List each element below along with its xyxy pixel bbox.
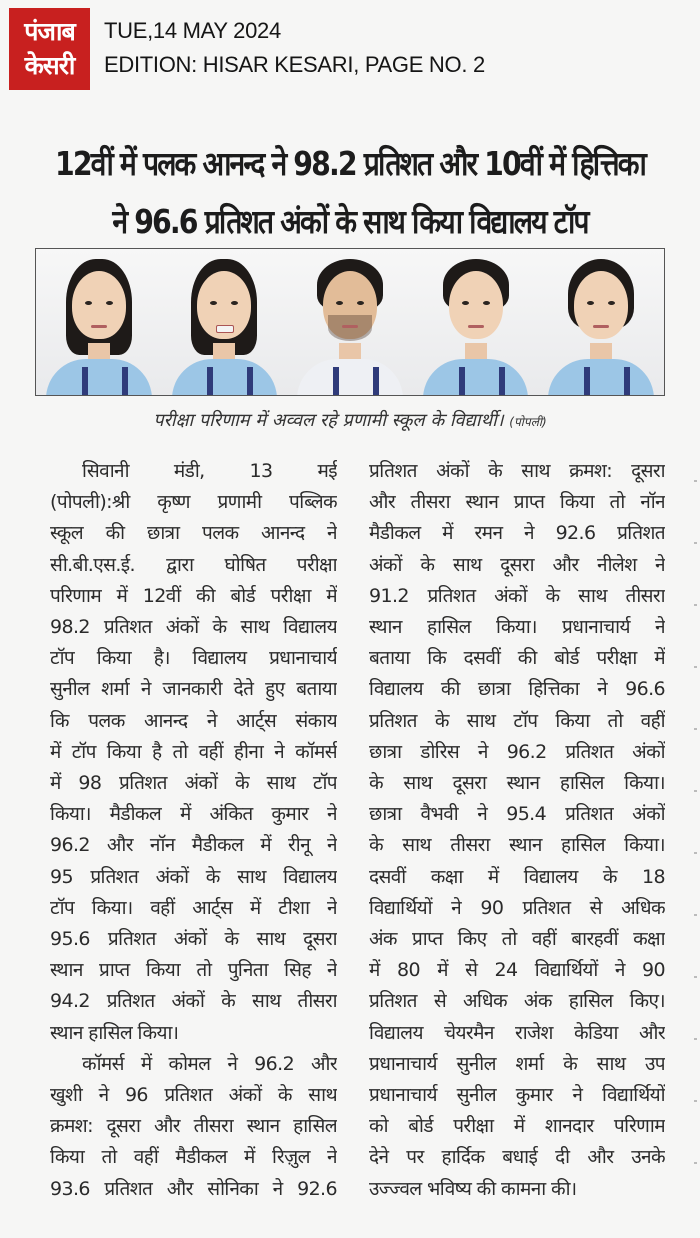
article-line: परिणाम में 12वीं की बोर्ड परीक्षा में xyxy=(50,584,337,607)
article-column-right xyxy=(369,456,665,1205)
newspaper-logo xyxy=(9,8,90,90)
article-line: सिवानी मंडी, 13 मई xyxy=(82,460,337,482)
article-line: स्थान हासिल किया। xyxy=(50,1021,179,1044)
article-line: और तीसरा स्थान प्राप्त किया तो नॉन xyxy=(369,491,665,514)
edition-info: EDITION: HISAR KESARI, PAGE NO. 2 xyxy=(104,52,485,77)
article-line: 95.6 प्रतिशत अंकों के साथ दूसरा xyxy=(50,928,337,951)
article-line: के साथ दूसरा स्थान हासिल किया। xyxy=(369,772,665,795)
article-line: छात्रा डोरिस ने 96.2 प्रतिशत अंकों xyxy=(369,740,665,763)
article-line: विद्यालय चेयरमैन राजेश केडिया और xyxy=(369,1021,665,1044)
article-line: प्रधानाचार्य सुनील कुमार ने विद्यार्थियों xyxy=(369,1084,665,1107)
article-line: प्रतिशत के साथ टॉप किया तो वहीं xyxy=(369,709,665,732)
article-line: को बोर्ड परीक्षा में शानदार परिणाम xyxy=(369,1115,665,1138)
caption-credit: (पोपली) xyxy=(509,415,547,429)
article-line: में 98 प्रतिशत अंकों के साथ टॉप xyxy=(50,772,337,795)
headline-line-1: 12वीं में पलक आनन्द ने 98.2 प्रतिशत और 10वीं में हित्तिका xyxy=(54,144,646,183)
article-line: स्थान प्राप्त किया तो पुनिता सिह ने xyxy=(50,959,337,982)
article-line: छात्रा वैभवी ने 95.4 प्रतिशत अंकों xyxy=(369,803,665,826)
student-photo xyxy=(287,249,413,395)
student-photo xyxy=(162,249,288,395)
article-line: अंकों के साथ दूसरा और नीलेश ने xyxy=(369,553,665,576)
student-photo xyxy=(538,249,664,395)
article-line: विद्यार्थियों ने 90 प्रतिशत से अधिक xyxy=(369,896,665,919)
article-line: के साथ तीसरा स्थान हासिल किया। xyxy=(369,834,665,857)
student-photo xyxy=(36,249,162,395)
article-line: 93.6 प्रतिशत और सोनिका ने 92.6 xyxy=(50,1177,337,1200)
article-line: प्रतिशत से अधिक अंक हासिल किए। xyxy=(369,990,665,1013)
article-line: स्थान हासिल किया। प्रधानाचार्य ने xyxy=(369,616,665,639)
article-line: सी.बी.एस.ई. द्वारा घोषित परीक्षा xyxy=(50,553,337,576)
article-line: (पोपली):श्री कृष्ण प्रणामी पब्लिक xyxy=(50,491,337,514)
article-line: कि पलक आनन्द ने आर्ट्स संकाय xyxy=(50,709,337,732)
logo-line-1: पंजाब xyxy=(24,17,75,46)
article-line: मैडीकल में रमन ने 92.6 प्रतिशत xyxy=(369,522,665,545)
article-line: स्कूल की छात्रा पलक आनन्द ने xyxy=(50,522,337,545)
article-line: में टॉप किया है तो वहीं हीना ने कॉमर्स xyxy=(50,740,337,763)
headline-line-2: ने 96.6 प्रतिशत अंकों के साथ किया विद्यालय टॉप xyxy=(112,202,588,241)
student-photos xyxy=(35,248,665,396)
article-line: किया तो वहीं मैडीकल में रिज़ुल ने xyxy=(50,1146,337,1169)
article-line: टॉप किया है। विद्यालय प्रधानाचार्य xyxy=(50,647,337,670)
student-photo xyxy=(413,249,539,395)
article-line: प्रधानाचार्य सुनील शर्मा के साथ उप xyxy=(369,1052,665,1075)
article-line: टॉप किया। वहीं आर्ट्स में टीशा ने xyxy=(50,896,337,919)
article-line: प्रतिशत अंकों के साथ क्रमश: दूसरा xyxy=(369,460,665,482)
logo-line-2: केसरी xyxy=(24,51,75,80)
article-line: क्रमश: दूसरा और तीसरा स्थान हासिल xyxy=(50,1115,337,1138)
caption-text: परीक्षा परिणाम में अव्वल रहे प्रणामी स्कूल के विद्यार्थी। xyxy=(153,410,504,431)
article-line: सुनील शर्मा ने जानकारी देते हुए बताया xyxy=(50,678,337,701)
article-line: विद्यालय की छात्रा हित्तिका ने 96.6 xyxy=(369,678,665,701)
article-line: 95 प्रतिशत अंकों के साथ विद्यालय xyxy=(50,865,337,888)
article-line: 98.2 प्रतिशत अंकों के साथ विद्यालय xyxy=(50,616,337,639)
publication-date: TUE,14 MAY 2024 xyxy=(104,18,281,43)
article-line: उज्ज्वल भविष्य की कामना की। xyxy=(369,1177,577,1200)
article-column-left xyxy=(50,456,337,1205)
photo-caption xyxy=(0,408,700,432)
article-line: दसवीं कक्षा में विद्यालय के 18 xyxy=(369,865,665,888)
article-line: बताया कि दसवीं की बोर्ड परीक्षा में xyxy=(369,647,665,670)
article-line: कॉमर्स में कोमल ने 96.2 और xyxy=(82,1052,337,1075)
article-line: देने पर हार्दिक बधाई दी और उनके xyxy=(369,1146,665,1169)
article-line: 96.2 और नॉन मैडीकल में रीनू ने xyxy=(50,834,337,857)
article-line: 91.2 प्रतिशत अंकों के साथ तीसरा xyxy=(369,584,665,607)
article-line: खुशी ने 96 प्रतिशत अंकों के साथ xyxy=(50,1084,337,1107)
page-edge xyxy=(694,420,697,1220)
article-line: 94.2 प्रतिशत अंकों के साथ तीसरा xyxy=(50,990,337,1013)
article-line: में 80 में से 24 विद्यार्थियों ने 90 xyxy=(369,959,665,982)
article-line: किया। मैडीकल में अंकित कुमार ने xyxy=(50,803,337,826)
article-line: अंक प्राप्त किए तो वहीं बारहवीं कक्षा xyxy=(369,928,665,951)
